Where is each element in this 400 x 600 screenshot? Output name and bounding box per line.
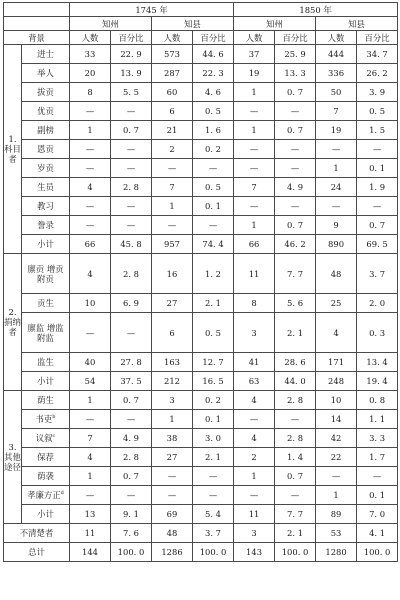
value-cell: —	[316, 197, 357, 216]
value-cell: 573	[152, 45, 193, 64]
value-cell: 1	[152, 410, 193, 429]
item-text: 荫袭	[37, 471, 54, 481]
value-cell: 0. 5	[357, 102, 398, 121]
value-cell: 0. 8	[357, 391, 398, 410]
value-cell: 0. 2	[193, 391, 234, 410]
item-text: 优贡	[37, 106, 54, 116]
value-cell: 1	[234, 121, 275, 140]
value-cell: 3	[234, 313, 275, 353]
value-cell: 1. 1	[357, 410, 398, 429]
value-cell: —	[275, 486, 316, 505]
value-cell: 4	[316, 313, 357, 353]
item-label	[22, 140, 70, 159]
value-cell: 25	[316, 294, 357, 313]
value-cell: 4	[70, 178, 111, 197]
value-cell: —	[275, 159, 316, 178]
value-cell: 2. 8	[111, 448, 152, 467]
value-cell: —	[111, 313, 152, 353]
value-cell: 0. 1	[357, 159, 398, 178]
value-cell: —	[152, 486, 193, 505]
value-cell: —	[234, 102, 275, 121]
value-cell: —	[152, 467, 193, 486]
value-cell: 60	[152, 83, 193, 102]
value-cell: 1280	[316, 543, 357, 562]
value-cell: 7	[316, 102, 357, 121]
value-cell: 40	[70, 353, 111, 372]
item-label	[22, 486, 70, 505]
value-cell: 13. 3	[275, 64, 316, 83]
value-cell: 42	[316, 429, 357, 448]
header-zhixian-1745: 知县	[152, 17, 234, 31]
header-count: 人数	[152, 31, 193, 45]
value-cell: 248	[316, 372, 357, 391]
table-row	[4, 448, 398, 467]
item-text: 副榜	[37, 125, 54, 135]
value-cell: 2. 1	[275, 313, 316, 353]
item-text: 誊录	[37, 220, 54, 230]
value-cell: 50	[316, 83, 357, 102]
value-cell: —	[316, 467, 357, 486]
header-background: 背景	[4, 31, 70, 45]
value-cell: 19. 4	[357, 372, 398, 391]
value-cell: 11	[234, 254, 275, 294]
value-cell: 7. 7	[275, 505, 316, 524]
value-cell: 0. 7	[275, 83, 316, 102]
category-label: 2. 捐纳者	[4, 254, 22, 391]
value-cell: 7	[234, 178, 275, 197]
value-cell: 0. 5	[193, 102, 234, 121]
table-row	[4, 64, 398, 83]
item-label	[22, 353, 70, 372]
header-zhizhou-1850: 知州	[234, 17, 316, 31]
value-cell: 9	[316, 216, 357, 235]
value-cell: 4. 9	[111, 429, 152, 448]
value-cell: 74. 4	[193, 235, 234, 254]
value-cell: 1. 9	[357, 178, 398, 197]
item-text: 廪贡 增贡 附贡	[27, 263, 64, 284]
header-zhizhou-1745: 知州	[70, 17, 152, 31]
item-text: 贡生	[37, 298, 54, 308]
item-text: 议叙	[35, 433, 53, 443]
value-cell: 3. 7	[357, 254, 398, 294]
value-cell: 4. 1	[357, 524, 398, 543]
value-cell: 66	[234, 235, 275, 254]
value-cell: 0. 3	[357, 313, 398, 353]
value-cell: —	[193, 159, 234, 178]
value-cell: 7	[152, 178, 193, 197]
value-cell: 22. 9	[111, 45, 152, 64]
header-year-1850: 1850 年	[234, 3, 398, 17]
value-cell: 444	[316, 45, 357, 64]
value-cell: 14	[316, 410, 357, 429]
item-label	[22, 102, 70, 121]
value-cell: 6	[152, 313, 193, 353]
value-cell: 100. 0	[193, 543, 234, 562]
value-cell: —	[357, 467, 398, 486]
value-cell: 27	[152, 448, 193, 467]
value-cell: 4	[70, 254, 111, 294]
value-cell: 89	[316, 505, 357, 524]
item-text: 廪监 增监 附监	[27, 322, 64, 343]
header-percent: 百分比	[193, 31, 234, 45]
value-cell: —	[111, 216, 152, 235]
value-cell: 3. 0	[193, 429, 234, 448]
value-cell: 4	[234, 429, 275, 448]
table-row	[4, 429, 398, 448]
table-row	[4, 486, 398, 505]
value-cell: 10	[316, 391, 357, 410]
officials-background-table	[3, 2, 398, 562]
table-row	[4, 159, 398, 178]
table-row	[4, 235, 398, 254]
value-cell: —	[275, 102, 316, 121]
value-cell: 1. 5	[357, 121, 398, 140]
value-cell: —	[193, 216, 234, 235]
value-cell: 100. 0	[275, 543, 316, 562]
item-label	[22, 429, 70, 448]
value-cell: 41	[234, 353, 275, 372]
value-cell: 1	[234, 216, 275, 235]
value-cell: 4. 9	[275, 178, 316, 197]
header-zhixian-1850: 知县	[316, 17, 398, 31]
value-cell: 48	[316, 254, 357, 294]
value-cell: 2. 8	[111, 254, 152, 294]
value-cell: —	[357, 140, 398, 159]
value-cell: 24	[316, 178, 357, 197]
value-cell: 1	[70, 391, 111, 410]
value-cell: 100. 0	[357, 543, 398, 562]
value-cell: 0. 5	[193, 178, 234, 197]
category-label: 1. 科目者	[4, 45, 22, 254]
value-cell: 5. 5	[111, 83, 152, 102]
value-cell: 13. 4	[357, 353, 398, 372]
value-cell: 11	[234, 505, 275, 524]
value-cell: 5. 4	[193, 505, 234, 524]
value-cell: 44. 6	[193, 45, 234, 64]
item-text: 小计	[37, 239, 54, 249]
value-cell: 143	[234, 543, 275, 562]
header-count: 人数	[316, 31, 357, 45]
value-cell: 27	[152, 294, 193, 313]
item-text: 生员	[37, 182, 54, 192]
value-cell: 0. 7	[275, 467, 316, 486]
table-row	[4, 45, 398, 64]
value-cell: 7. 7	[275, 254, 316, 294]
value-cell: —	[275, 140, 316, 159]
table-row	[4, 216, 398, 235]
header-percent: 百分比	[111, 31, 152, 45]
footnote-marker: b	[52, 414, 56, 421]
value-cell: 2	[234, 448, 275, 467]
table-row	[4, 197, 398, 216]
header-year-1745: 1745 年	[70, 3, 234, 17]
item-label	[22, 448, 70, 467]
header-percent: 百分比	[275, 31, 316, 45]
value-cell: 8	[234, 294, 275, 313]
value-cell: 212	[152, 372, 193, 391]
table-row	[4, 102, 398, 121]
value-cell: 0. 2	[193, 140, 234, 159]
value-cell: 0. 7	[275, 121, 316, 140]
value-cell: 4. 6	[193, 83, 234, 102]
header-blank	[4, 3, 70, 17]
value-cell: —	[111, 159, 152, 178]
item-label	[22, 505, 70, 524]
value-cell: 1286	[152, 543, 193, 562]
total-row-label: 总计	[4, 543, 70, 562]
item-label	[22, 294, 70, 313]
table-row	[4, 178, 398, 197]
value-cell: 7. 0	[357, 505, 398, 524]
item-label	[22, 372, 70, 391]
value-cell: 4	[234, 391, 275, 410]
value-cell: —	[234, 486, 275, 505]
item-label	[22, 410, 70, 429]
table-row	[4, 313, 398, 353]
value-cell: 22	[316, 448, 357, 467]
item-label	[22, 159, 70, 178]
item-text: 小计	[37, 509, 54, 519]
footnote-marker: d	[60, 490, 64, 497]
header-blank-2	[4, 17, 70, 31]
value-cell: 0. 5	[193, 313, 234, 353]
unclear-row	[4, 524, 398, 543]
value-cell: 2. 8	[275, 391, 316, 410]
value-cell: 25. 9	[275, 45, 316, 64]
value-cell: 0. 7	[111, 391, 152, 410]
value-cell: 16. 5	[193, 372, 234, 391]
value-cell: 957	[152, 235, 193, 254]
value-cell: 37	[234, 45, 275, 64]
value-cell: 19	[316, 121, 357, 140]
value-cell: 1. 7	[357, 448, 398, 467]
item-text: 恩贡	[37, 144, 54, 154]
value-cell: 66	[70, 235, 111, 254]
item-label	[22, 254, 70, 294]
table-row	[4, 467, 398, 486]
item-label	[22, 64, 70, 83]
value-cell: 0. 7	[111, 121, 152, 140]
item-label	[22, 83, 70, 102]
value-cell: —	[70, 102, 111, 121]
table-row	[4, 254, 398, 294]
value-cell: 0. 1	[193, 197, 234, 216]
item-label	[22, 121, 70, 140]
value-cell: 0. 7	[111, 467, 152, 486]
value-cell: 2. 1	[193, 448, 234, 467]
value-cell: 19	[234, 64, 275, 83]
item-label	[22, 197, 70, 216]
value-cell: 69. 5	[357, 235, 398, 254]
item-text: 进士	[37, 49, 54, 59]
value-cell: 3. 3	[357, 429, 398, 448]
item-label	[22, 45, 70, 64]
value-cell: 27. 8	[111, 353, 152, 372]
value-cell: —	[234, 410, 275, 429]
header-count: 人数	[234, 31, 275, 45]
unclear-row-label: 不清楚者	[4, 524, 70, 543]
value-cell: 171	[316, 353, 357, 372]
value-cell: 2	[152, 140, 193, 159]
value-cell: 1	[316, 486, 357, 505]
value-cell: 336	[316, 64, 357, 83]
value-cell: 3. 7	[193, 524, 234, 543]
value-cell: —	[316, 140, 357, 159]
value-cell: —	[70, 313, 111, 353]
value-cell: —	[193, 486, 234, 505]
item-text: 小计	[37, 376, 54, 386]
value-cell: —	[193, 467, 234, 486]
table-row	[4, 372, 398, 391]
value-cell: —	[152, 216, 193, 235]
value-cell: 1	[70, 121, 111, 140]
value-cell: 2. 8	[111, 178, 152, 197]
value-cell: 287	[152, 64, 193, 83]
value-cell: 163	[152, 353, 193, 372]
value-cell: 13	[70, 505, 111, 524]
value-cell: 1	[70, 467, 111, 486]
value-cell: 2. 8	[275, 429, 316, 448]
value-cell: —	[111, 102, 152, 121]
value-cell: 63	[234, 372, 275, 391]
value-cell: 11	[70, 524, 111, 543]
value-cell: —	[152, 159, 193, 178]
value-cell: 890	[316, 235, 357, 254]
item-text: 荫生	[37, 395, 54, 405]
value-cell: 3	[234, 524, 275, 543]
value-cell: 6. 9	[111, 294, 152, 313]
value-cell: 1. 4	[275, 448, 316, 467]
table-row	[4, 140, 398, 159]
table-row	[4, 83, 398, 102]
value-cell: 28. 6	[275, 353, 316, 372]
table-body	[4, 45, 398, 562]
value-cell: 37. 5	[111, 372, 152, 391]
value-cell: 2. 1	[275, 524, 316, 543]
value-cell: 3. 9	[357, 83, 398, 102]
value-cell: 46. 2	[275, 235, 316, 254]
value-cell: —	[70, 216, 111, 235]
value-cell: 53	[316, 524, 357, 543]
item-text: 岁贡	[37, 163, 54, 173]
value-cell: 100. 0	[111, 543, 152, 562]
value-cell: 22. 3	[193, 64, 234, 83]
footnote-marker: c	[52, 433, 56, 440]
table-row	[4, 391, 398, 410]
item-text: 监生	[37, 357, 54, 367]
value-cell: 38	[152, 429, 193, 448]
value-cell: 2. 1	[193, 294, 234, 313]
value-cell: 54	[70, 372, 111, 391]
item-text: 书吏	[35, 414, 53, 424]
value-cell: 45. 8	[111, 235, 152, 254]
total-row	[4, 543, 398, 562]
table-row	[4, 410, 398, 429]
value-cell: —	[357, 197, 398, 216]
value-cell: 1	[152, 197, 193, 216]
value-cell: —	[275, 197, 316, 216]
value-cell: 69	[152, 505, 193, 524]
value-cell: —	[70, 159, 111, 178]
item-label	[22, 467, 70, 486]
value-cell: —	[70, 140, 111, 159]
value-cell: —	[275, 410, 316, 429]
value-cell: 10	[70, 294, 111, 313]
value-cell: 34. 7	[357, 45, 398, 64]
value-cell: 6	[152, 102, 193, 121]
value-cell: 2. 0	[357, 294, 398, 313]
value-cell: 16	[152, 254, 193, 294]
value-cell: 3	[152, 391, 193, 410]
value-cell: —	[111, 486, 152, 505]
item-label	[22, 178, 70, 197]
value-cell: 5. 6	[275, 294, 316, 313]
value-cell: 21	[152, 121, 193, 140]
item-text: 孝廉方正	[27, 490, 61, 500]
value-cell: 0. 7	[357, 216, 398, 235]
value-cell: 48	[152, 524, 193, 543]
category-label: 3. 其他途径	[4, 391, 22, 524]
item-text: 拔贡	[37, 87, 54, 97]
value-cell: 44. 0	[275, 372, 316, 391]
value-cell: 144	[70, 543, 111, 562]
header-percent: 百分比	[357, 31, 398, 45]
item-label	[22, 235, 70, 254]
item-text: 教习	[37, 201, 54, 211]
item-label	[22, 391, 70, 410]
value-cell: 13. 9	[111, 64, 152, 83]
value-cell: 33	[70, 45, 111, 64]
table-row	[4, 353, 398, 372]
value-cell: 1	[234, 467, 275, 486]
value-cell: 8	[70, 83, 111, 102]
value-cell: 26. 2	[357, 64, 398, 83]
value-cell: 12. 7	[193, 353, 234, 372]
table-row	[4, 121, 398, 140]
value-cell: 1. 2	[193, 254, 234, 294]
value-cell: —	[70, 197, 111, 216]
value-cell: 0. 1	[357, 486, 398, 505]
value-cell: 1. 6	[193, 121, 234, 140]
value-cell: 0. 7	[275, 216, 316, 235]
item-label	[22, 216, 70, 235]
value-cell: —	[70, 486, 111, 505]
value-cell: —	[111, 140, 152, 159]
header-count: 人数	[70, 31, 111, 45]
value-cell: —	[111, 197, 152, 216]
value-cell: 7	[70, 429, 111, 448]
value-cell: 9. 1	[111, 505, 152, 524]
value-cell: —	[70, 410, 111, 429]
value-cell: —	[111, 410, 152, 429]
value-cell: —	[234, 159, 275, 178]
value-cell: 4	[70, 448, 111, 467]
table-row	[4, 294, 398, 313]
value-cell: 20	[70, 64, 111, 83]
value-cell: 1	[316, 159, 357, 178]
value-cell: 7. 6	[111, 524, 152, 543]
value-cell: —	[234, 140, 275, 159]
value-cell: 1	[234, 83, 275, 102]
table-row	[4, 505, 398, 524]
value-cell: —	[234, 197, 275, 216]
item-text: 举人	[37, 68, 54, 78]
value-cell: 0. 1	[193, 410, 234, 429]
item-text: 保荐	[37, 452, 54, 462]
item-label	[22, 313, 70, 353]
